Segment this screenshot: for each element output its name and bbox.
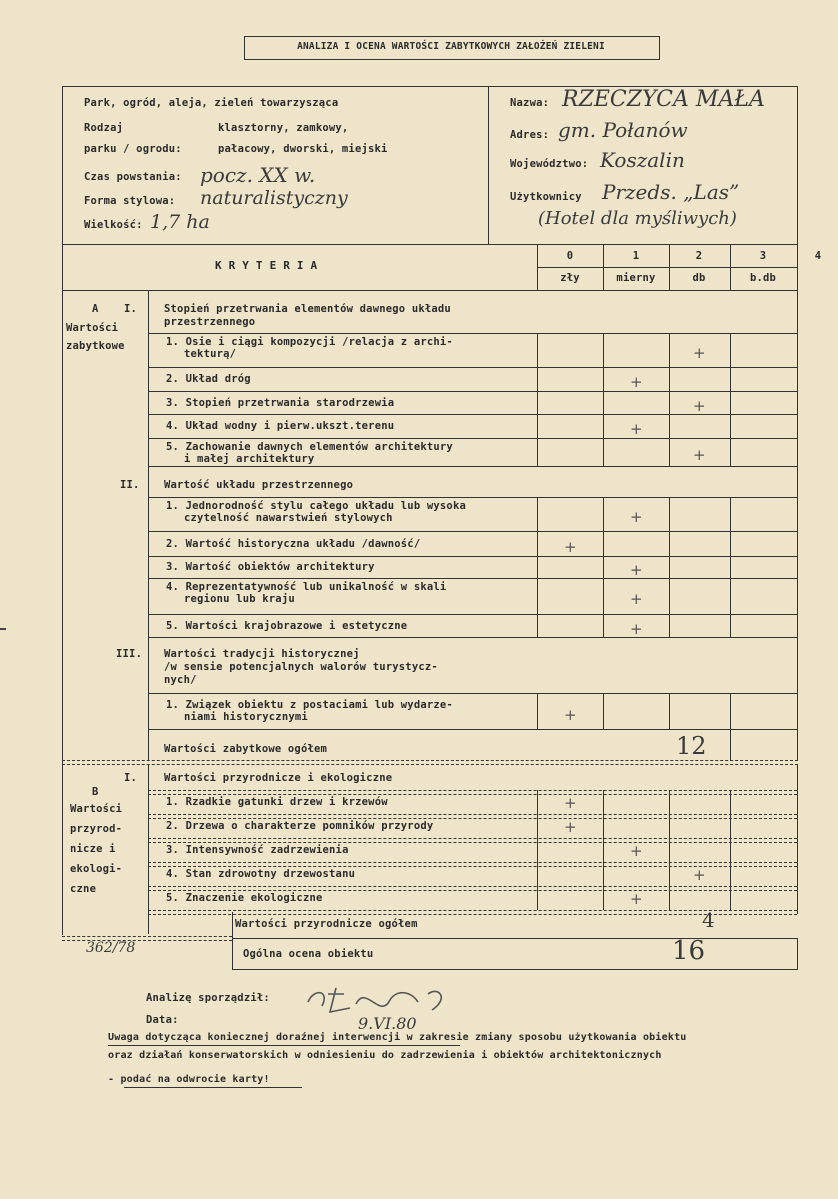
czas-value: pocz. XX w. [200,163,316,187]
column-number-1: 1 [632,250,640,262]
b-item-3: 3. Intensywność zadrzewienia [166,844,349,856]
section-a-iii-title3: nych/ [164,674,197,686]
section-a-name2: zabytkowe [66,340,125,352]
section-a-ii-title: Wartość układu przestrzennego [164,479,354,491]
a-i-item-5: 5. Zachowanie dawnych elementów architektury [166,441,453,453]
forma-label: Forma stylowa: [84,195,176,207]
a-i-item-1: 1. Osie i ciągi kompozycji /relacja z archi- [166,336,453,348]
a-i-item-2: 2. Układ dróg [166,373,251,385]
section-b-name-2: przyrod- [70,823,123,835]
b-item-4: 4. Stan zdrowotny drzewostanu [166,868,356,880]
total-a-label: Wartości zabytkowe ogółem [164,743,328,755]
forma-value: naturalistyczny [200,187,348,209]
section-b-name-4: ekologi- [70,863,123,875]
section-a-name1: Wartości [66,322,119,334]
section-a-i-title1: Stopień przetrwania elementów dawnego układu [164,303,451,315]
rating-mark: + [693,446,706,464]
column-number-0: 0 [566,250,574,262]
wielkosc-label: Wielkość: [84,219,143,231]
column-number-4: 4 [814,250,822,262]
a-ii-item-5: 5. Wartości krajobrazowe i estetyczne [166,619,408,632]
overall-label: Ogólna ocena obiektu [243,948,374,960]
column-label-0: zły [560,272,580,284]
document-title: ANALIZA I OCENA WARTOŚCI ZABYTKOWYCH ZAŁOŻEŃ ZIELENI [297,41,605,52]
a-ii-item-1: 1. Jednorodność stylu całego układu lub wysoka [166,500,466,512]
data-label: Data: [146,1014,179,1026]
rating-mark: + [693,344,706,362]
a-i-item-5-cont: i małej architektury [184,453,315,465]
note-line1: Uwaga dotycząca koniecznej doraźnej interwencji w zakresie zmiany sposobu użytkowania obiektu [108,1032,687,1043]
total-a-value: 12 [676,732,707,760]
total-b-value: 4 [702,908,715,932]
nazwa-label: Nazwa: [510,97,550,109]
section-b-name-1: Wartości [70,803,123,815]
column-number-2: 2 [695,250,703,262]
note-line2: oraz działań konserwatorskich w odniesieniu do zadrzewienia i obiektów architektonicznych [108,1050,662,1061]
section-b-title: Wartości przyrodnicze i ekologiczne [164,772,393,784]
nazwa-value: RZECZYCA MAŁA [562,87,765,112]
uzyt-label: Użytkownicy [510,191,582,203]
section-b-letter: B [92,786,99,798]
section-a-iii-title2: /w sensie potencjalnych walorów turystycz- [164,661,438,673]
rating-mark: + [564,706,577,724]
analize-label: Analizę sporządził: [146,992,270,1004]
section-b-name-5: czne [70,883,97,895]
date-value: 9.VI.80 [358,1014,417,1033]
rating-mark: + [630,590,643,608]
column-label-1: mierny [616,272,656,284]
rating-mark: + [564,537,577,556]
czas-label: Czas powstania: [84,171,182,183]
a-ii-item-4-cont: regionu lub kraju [184,593,295,605]
rating-mark: + [564,818,577,836]
a-ii-item-2: 2. Wartość historyczna układu /dawność/ [166,537,421,550]
b-item-5: 5. Znaczenie ekologiczne [166,892,323,904]
kryteria-header: K R Y T E R I A [215,259,318,272]
column-number-3: 3 [759,250,767,262]
total-b-label: Wartości przyrodnicze ogółem [235,918,418,930]
a-i-item-3: 3. Stopień przetrwania starodrzewia [166,396,395,409]
a-ii-item-3: 3. Wartość obiektów architektury [166,561,375,573]
type-line: Park, ogród, aleja, zieleń towarzysząca [84,97,339,109]
rodzaj-label: Rodzaj [84,122,124,134]
rating-mark: + [630,508,643,526]
woj-value: Koszalin [600,148,685,172]
section-a-ii-roman: II. [120,479,140,491]
woj-label: Województwo: [510,158,589,170]
section-a-iii-roman: III. [116,648,143,660]
wielkosc-value: 1,7 ha [150,211,210,233]
section-a-roman: I. [124,303,138,315]
options-line1: klasztorny, zamkowy, [218,122,349,134]
section-a-letter: A [92,303,99,315]
rating-mark: + [564,794,577,812]
archive-stamp: 362/78 [86,940,136,956]
a-ii-item-4: 4. Reprezentatywność lub unikalność w skali [166,581,447,593]
section-b-name-3: nicze i [70,843,116,855]
uzyt-value-2: (Hotel dla myśliwych) [538,208,737,229]
b-item-1: 1. Rzadkie gatunki drzew i krzewów [166,796,388,808]
adres-label: Adres: [510,129,550,141]
options-line2: pałacowy, dworski, miejski [218,143,388,155]
section-a-iii-item1: 1. Związek obiektu z postaciami lub wydarze- [166,699,453,711]
adres-value: gm. Połanów [558,118,688,142]
b-item-2: 2. Drzewa o charakterze pomników przyrody [166,820,434,832]
section-a-i-title2: przestrzennego [164,316,256,328]
column-label-3: b.db [749,272,777,284]
rating-mark: + [630,890,643,908]
a-i-item-4: 4. Układ wodny i pierw.ukszt.terenu [166,420,395,432]
note-line3: - podać na odwrocie karty! [108,1074,270,1085]
a-i-item-1-cont: tekturą/ [184,348,237,360]
rating-mark: + [630,420,643,438]
parku-label: parku / ogrodu: [84,143,182,155]
section-a-iii-item2: niami historycznymi [184,711,308,723]
rating-mark: + [693,396,706,415]
rating-mark: + [630,842,643,860]
section-a-iii-title1: Wartości tradycji historycznej [164,648,360,660]
rating-mark: + [630,619,643,638]
overall-value: 16 [672,936,706,966]
column-label-2: db [692,272,706,284]
rating-mark: + [630,561,643,579]
uzyt-value: Przeds. „Las” [602,180,740,204]
section-b-roman: I. [124,772,138,784]
a-ii-item-1-cont: czytelność nawarstwień stylowych [184,512,393,524]
rating-mark: + [693,866,706,884]
rating-mark: + [630,373,643,391]
